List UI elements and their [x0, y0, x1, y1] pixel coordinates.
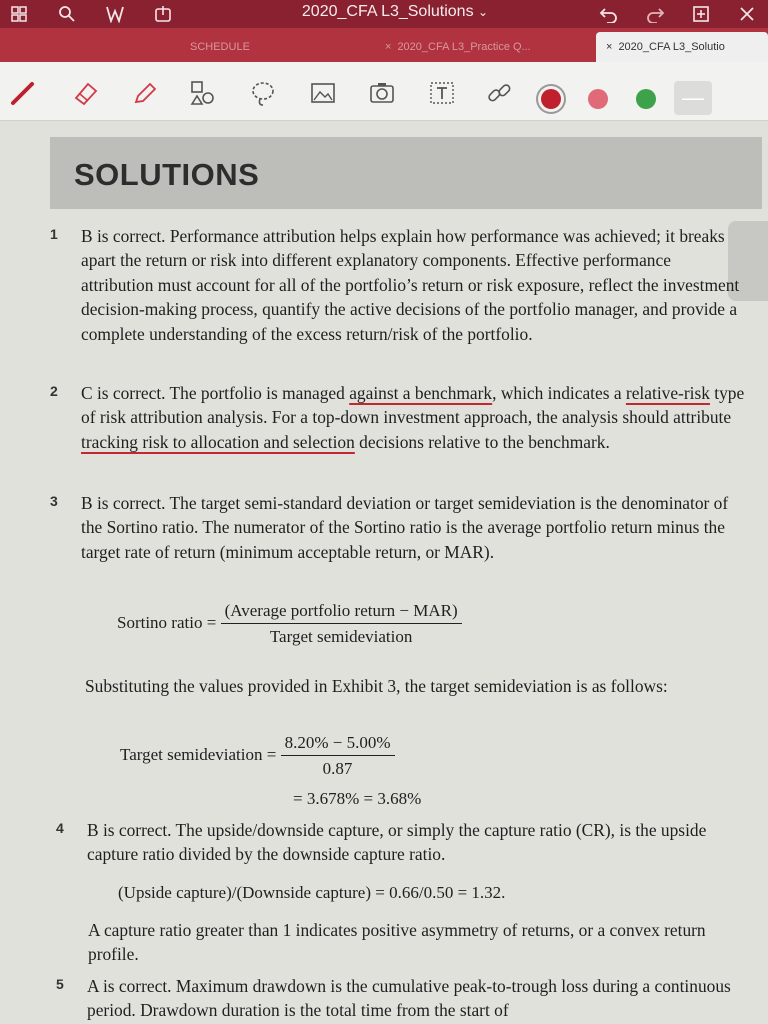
title-bar: [0, 0, 768, 28]
item-number: 5: [56, 976, 64, 992]
formula-numerator: 8.20% − 5.00%: [281, 733, 395, 756]
formula-denominator: 0.87: [322, 759, 353, 778]
solution-item-1: [50, 224, 750, 374]
eraser-icon[interactable]: [68, 76, 102, 110]
solution-item-2: [50, 381, 750, 481]
close-icon[interactable]: [736, 3, 758, 25]
remove-color-button[interactable]: [674, 81, 712, 115]
image-icon[interactable]: [306, 76, 340, 110]
item-text: A is correct. Maximum drawdown is the cumulative peak-to-trough loss during a continuous period. Drawdown duration is the total time from the start of: [87, 976, 731, 1021]
text-segment: type of risk attribution analysis. For a top-down investment approach, the analysis should attribute: [81, 383, 745, 428]
item-number: 1: [50, 226, 58, 242]
item-text: A capture ratio greater than 1 indicates positive asymmetry of returns, or a convex return profile.: [88, 920, 706, 965]
tab-label: SCHEDULE: [190, 41, 250, 53]
highlighter-icon[interactable]: [128, 76, 162, 110]
semideviation-formula: [120, 733, 395, 779]
tab-practice-questions[interactable]: [385, 36, 531, 58]
grid-icon[interactable]: [8, 3, 30, 25]
sortino-formula: [117, 601, 462, 647]
text-segment: decisions relative to the benchmark.: [354, 431, 610, 452]
solution-item-5: [50, 974, 750, 1024]
tab-schedule[interactable]: [190, 36, 250, 58]
page-title: SOLUTIONS: [74, 157, 260, 192]
section-heading-band: [50, 137, 762, 209]
text-tool-icon[interactable]: [425, 76, 459, 110]
red-underline-annotation[interactable]: against a benchmark: [349, 383, 493, 403]
document-title[interactable]: [250, 3, 540, 21]
solution-item-3: [50, 491, 750, 591]
formula-fraction: [281, 733, 395, 779]
document-title-text: 2020_CFA L3_Solutions: [301, 3, 474, 20]
shapes-icon[interactable]: [186, 76, 220, 110]
pen-tool[interactable]: [6, 76, 40, 110]
formula-label: Sortino ratio =: [117, 612, 217, 632]
item-text: B is correct. The target semi-standard deviation or target semideviation is the denominator of the Sortino ratio. The numerator of the Sortino ratio is the average portfolio return minus the target rate of return (minimum acceptable return, or MAR).: [81, 493, 729, 562]
item-number: 2: [50, 383, 58, 399]
document-page[interactable]: [0, 121, 768, 1024]
formula-denominator: Target semideviation: [269, 627, 413, 646]
red-underline-annotation[interactable]: relative-risk: [625, 383, 710, 403]
formula-numerator: (Average portfolio return − MAR): [221, 601, 462, 624]
share-icon[interactable]: [152, 3, 174, 25]
capture-ratio-formula: (Upside capture)/(Downside capture) = 0.66/0.50 = 1.32.: [118, 883, 506, 902]
item-number: 4: [56, 820, 64, 836]
color-swatch-green[interactable]: [636, 89, 656, 109]
add-page-icon[interactable]: [690, 3, 712, 25]
tab-label: 2020_CFA L3_Practice Q...: [397, 41, 531, 53]
color-swatch-pink[interactable]: [588, 89, 608, 109]
formula-fraction: [221, 601, 462, 647]
minus-icon: —: [682, 85, 704, 110]
link-icon[interactable]: [482, 76, 516, 110]
camera-icon[interactable]: [365, 76, 399, 110]
item-text: [81, 381, 745, 454]
item-text: B is correct. Performance attribution helps explain how performance was achieved; it breaks apart the return or risk into different explanatory components. Effective performance attribution must account for all of the portfolio’s return or risk exposure, reflect the investment decision-making process, quantify the active decisions of the portfolio manager, and provide a complete understanding of the excess return/risk of the portfolio.: [81, 226, 740, 344]
formula-result: = 3.678% = 3.68%: [293, 789, 422, 808]
red-underline-annotation[interactable]: tracking risk to allocation and selection: [81, 431, 355, 452]
lasso-icon[interactable]: [246, 76, 280, 110]
item-text: Substituting the values provided in Exhibit 3, the target semideviation is as follows:: [85, 676, 668, 696]
text-segment: , which indicates a: [492, 383, 626, 403]
item-text: B is correct. The upside/downside capture, or simply the capture ratio (CR), is the upside capture ratio divided by the downside capture ratio.: [87, 820, 707, 865]
undo-icon[interactable]: [598, 3, 620, 25]
item-number: 3: [50, 493, 58, 509]
redo-icon[interactable]: [644, 3, 666, 25]
solution-item-4: [50, 818, 750, 878]
tab-bar: [0, 28, 768, 62]
tab-solutions[interactable]: [596, 32, 768, 62]
text-segment: C is correct. The portfolio is managed: [81, 383, 350, 403]
chevron-down-icon: ⌄: [478, 5, 489, 19]
close-tab-icon[interactable]: ×: [385, 41, 392, 53]
tab-label: 2020_CFA L3_Solutio: [618, 41, 725, 53]
color-swatch-red[interactable]: [541, 89, 561, 109]
close-tab-icon[interactable]: ×: [606, 41, 613, 53]
formula-label: Target semideviation =: [120, 744, 277, 764]
search-icon[interactable]: [56, 3, 78, 25]
bookmark-icon[interactable]: [104, 3, 126, 25]
